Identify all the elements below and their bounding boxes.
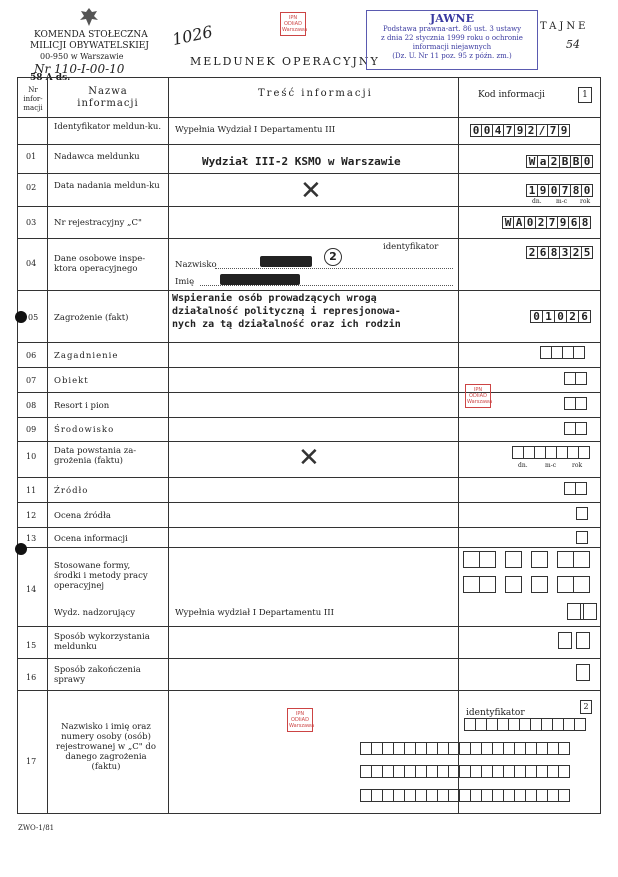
threat-text-line-2: działalność polityczną i represjonowa- xyxy=(172,306,401,317)
surname-label: Nazwisko xyxy=(175,260,217,270)
identifier-cells xyxy=(464,718,585,731)
code-cell: 7 xyxy=(559,184,571,197)
code-cell: / xyxy=(536,124,548,137)
code-cell: 8 xyxy=(579,216,591,229)
code-cell: 1 xyxy=(526,184,538,197)
code-cells-empty xyxy=(564,397,586,410)
code-cells-empty xyxy=(540,346,584,359)
code-cell: 7 xyxy=(503,124,515,137)
code-cell: 6 xyxy=(568,216,580,229)
circled-number xyxy=(324,248,342,266)
code-cell: 2 xyxy=(525,124,537,137)
row-name: Resort i pion xyxy=(54,401,110,411)
code-cells-empty xyxy=(564,422,586,435)
date-label-day: dn. xyxy=(518,462,528,469)
code-cells-sender xyxy=(526,155,592,168)
redaction-bar xyxy=(260,256,312,267)
code-cell: 0 xyxy=(524,216,536,229)
stamp-line: ODIiAD xyxy=(469,393,487,399)
stamp-line: Warszawa xyxy=(289,723,315,729)
code-cell: 2 xyxy=(566,310,579,323)
threat-text-line-1: Wspieranie osób prowadzących wrogą xyxy=(172,293,377,304)
ipn-stamp-right xyxy=(465,384,491,408)
stamp-line: IPN xyxy=(473,387,483,393)
circled-number-value: 2 xyxy=(329,250,337,263)
code-cell: 9 xyxy=(557,216,569,229)
agency-line-2: MILICJI OBYWATELSKIEJ xyxy=(30,41,149,51)
date-label-month: m-c xyxy=(545,462,557,469)
code-cell: 6 xyxy=(537,246,549,259)
code-cell: 1 xyxy=(542,310,555,323)
code-cells-empty xyxy=(564,482,586,495)
row-name: Ocena informacji xyxy=(54,534,128,544)
code-cell: 0 xyxy=(554,310,567,323)
agency-line-3: 00-950 w Warszawie xyxy=(40,52,124,61)
code-cells-empty xyxy=(564,372,586,385)
row-name: Obiekt xyxy=(54,376,89,386)
ipn-stamp-top xyxy=(280,12,306,36)
col-header-number: Nr infor-macji xyxy=(23,86,43,112)
row-name: Nazwisko i imię oraz numery osoby (osób) rejestrowanej w „C" do danego zagrożenia (faktu) xyxy=(56,722,156,772)
row-number: 09 xyxy=(26,425,37,434)
code-cell: 9 xyxy=(558,124,570,137)
row-name: Data nadania meldun-ku xyxy=(54,181,160,191)
row-number: 04 xyxy=(26,259,37,268)
jawne-title: JAWNE xyxy=(430,12,474,25)
method-box xyxy=(531,576,548,593)
code-cells-empty xyxy=(576,507,587,520)
form-code: ZWO-1/81 xyxy=(18,824,55,832)
row-number: 08 xyxy=(26,401,37,410)
col-header-name: Nazwa informacji xyxy=(77,86,139,109)
usage-box xyxy=(576,632,590,649)
row-number: 12 xyxy=(26,511,37,520)
row-name: Data powstania za-grożenia (faktu) xyxy=(54,446,137,466)
date-label-day: dn. xyxy=(532,198,542,205)
code-cell: W xyxy=(502,216,514,229)
identifier-label: identyfikator xyxy=(383,242,439,252)
code-cells-date-threat xyxy=(512,446,589,459)
stamp-line: ODIiAD xyxy=(284,21,302,27)
ipn-stamp-bottom xyxy=(287,708,313,732)
row-number: 05 xyxy=(28,313,39,322)
eagle-emblem-icon xyxy=(78,6,100,28)
row-name: Identyfikator meldun-ku. xyxy=(54,122,162,132)
row-name: Zagrożenie (fakt) xyxy=(54,313,129,323)
col-header-code: Kod informacji xyxy=(478,90,545,100)
jawne-text-3: informacji niejawnych xyxy=(412,43,492,51)
stamp-line: IPN xyxy=(288,15,298,21)
stamp-line: ODIiAD xyxy=(291,717,309,723)
code-cells-empty xyxy=(576,531,587,544)
code-cell: 2 xyxy=(548,155,560,168)
row-number: 16 xyxy=(26,673,37,682)
person-cells xyxy=(360,789,569,802)
row-subname: Wydz. nadzorujący xyxy=(54,608,136,618)
code-cell: B xyxy=(570,155,582,168)
method-box xyxy=(463,551,480,568)
code-cell: 2 xyxy=(535,216,547,229)
method-box xyxy=(479,551,496,568)
row-name: Zagadnienie xyxy=(54,351,119,361)
page-number-box-2: 2 xyxy=(580,700,592,714)
row-number: 11 xyxy=(26,486,37,495)
code-cell: B xyxy=(559,155,571,168)
code-cell: 6 xyxy=(578,310,591,323)
code-cell: 0 xyxy=(481,124,493,137)
cross-mark: ✕ xyxy=(300,176,322,206)
stamp-line: IPN xyxy=(295,711,305,717)
code-cell: 2 xyxy=(526,246,538,259)
code-cell: 0 xyxy=(548,184,560,197)
threat-text-line-3: nych za tą działalność oraz ich rodzin xyxy=(172,319,401,330)
closure-box xyxy=(576,664,590,681)
redaction-bar xyxy=(220,274,300,285)
code-cell: A xyxy=(513,216,525,229)
method-box xyxy=(505,576,522,593)
jawne-text-1: Podstawa prawna-art. 86 ust. 3 ustawy xyxy=(382,25,522,33)
row-number: 10 xyxy=(26,452,37,461)
page-code-value: 54 xyxy=(566,38,580,51)
jawne-text-4: (Dz. U. Nr 11 poz. 95 z późn. zm.) xyxy=(392,52,512,60)
method-box xyxy=(573,576,590,593)
code-cell: 3 xyxy=(559,246,571,259)
form-title: MELDUNEK OPERACYJNY xyxy=(190,55,380,68)
method-box xyxy=(531,551,548,568)
stamp-line: Warszawa xyxy=(282,27,308,33)
row-number: 07 xyxy=(26,376,37,385)
code-cells-threat xyxy=(530,310,590,323)
page-code xyxy=(566,38,580,51)
method-box xyxy=(557,551,574,568)
code-cell: 2 xyxy=(570,246,582,259)
code-cell: 8 xyxy=(570,184,582,197)
code-cell: 8 xyxy=(548,246,560,259)
jawne-text-2: z dnia 22 stycznia 1999 roku o ochronie xyxy=(381,34,523,42)
handwritten-number: Nr 110-I-00-10 xyxy=(34,62,125,76)
date-label-month: m-c xyxy=(556,198,568,205)
row-number: 03 xyxy=(26,218,37,227)
row-name: Źródło xyxy=(54,486,89,496)
row-name: Sposób zakończenia sprawy xyxy=(54,665,141,685)
jawne-stamp xyxy=(366,10,538,70)
code-cells-registration xyxy=(502,216,590,229)
identifier-label: identyfikator xyxy=(466,708,525,718)
method-box xyxy=(580,603,597,620)
row-content-typed: Wydział III-2 KSMO w Warszawie xyxy=(202,155,401,168)
col-header-content: Treść informacji xyxy=(258,88,373,99)
code-cell: 0 xyxy=(581,155,593,168)
classification: TAJNE xyxy=(540,21,589,32)
date-label-year: rok xyxy=(572,462,583,469)
code-cell: 0 xyxy=(470,124,482,137)
code-cell: 0 xyxy=(581,184,593,197)
method-box xyxy=(557,576,574,593)
sheet-marker: 58 A ds. xyxy=(30,73,71,83)
code-cells-inspector xyxy=(526,246,592,259)
stamp-line: Warszawa xyxy=(467,399,493,405)
person-cells xyxy=(360,765,569,778)
code-cell: 0 xyxy=(530,310,543,323)
code-cell: 9 xyxy=(514,124,526,137)
code-cell: a xyxy=(537,155,549,168)
row-name: Środowisko xyxy=(54,425,115,435)
punch-hole xyxy=(15,311,27,323)
method-box xyxy=(573,551,590,568)
row-number: 06 xyxy=(26,351,37,360)
firstname-label: Imię xyxy=(175,277,195,287)
row-name: Nr rejestracyjny „C" xyxy=(54,218,142,228)
row-content: Wypełnia Wydział I Departamentu III xyxy=(175,125,336,135)
cross-mark: ✕ xyxy=(298,443,320,473)
row-number: 14 xyxy=(26,585,37,594)
row-name: Stosowane formy, środki i metody pracy operacyjnej xyxy=(54,561,148,591)
code-cells-date-sent xyxy=(526,184,592,197)
agency-line-1: KOMENDA STOŁECZNA xyxy=(34,30,148,40)
code-cell: 9 xyxy=(537,184,549,197)
date-label-year: rok xyxy=(580,198,591,205)
row-number: 15 xyxy=(26,641,37,650)
row-name: Ocena źródła xyxy=(54,511,111,521)
method-box xyxy=(463,576,480,593)
row-name: Nadawca meldunku xyxy=(54,152,140,162)
method-box xyxy=(479,576,496,593)
row-name: Dane osobowe inspe-ktora operacyjnego xyxy=(54,254,146,274)
row-number: 13 xyxy=(26,534,37,543)
row-number: 02 xyxy=(26,183,37,192)
row-number: 01 xyxy=(26,152,37,161)
page-number-box: 1 xyxy=(578,87,592,103)
punch-hole xyxy=(15,543,27,555)
usage-box xyxy=(558,632,572,649)
row-name: Sposób wykorzystania meldunku xyxy=(54,632,150,652)
handwritten-ref: 1026 xyxy=(170,21,215,50)
person-cells xyxy=(360,742,569,755)
code-cell: 7 xyxy=(547,124,559,137)
code-cell: 5 xyxy=(581,246,593,259)
code-cells-identifier xyxy=(470,124,569,137)
method-box xyxy=(505,551,522,568)
row-subcontent: Wypełnia wydział I Departamentu III xyxy=(175,608,334,618)
code-cell: 7 xyxy=(546,216,558,229)
code-cell: 4 xyxy=(492,124,504,137)
row-number: 17 xyxy=(26,757,37,766)
code-cell: W xyxy=(526,155,538,168)
